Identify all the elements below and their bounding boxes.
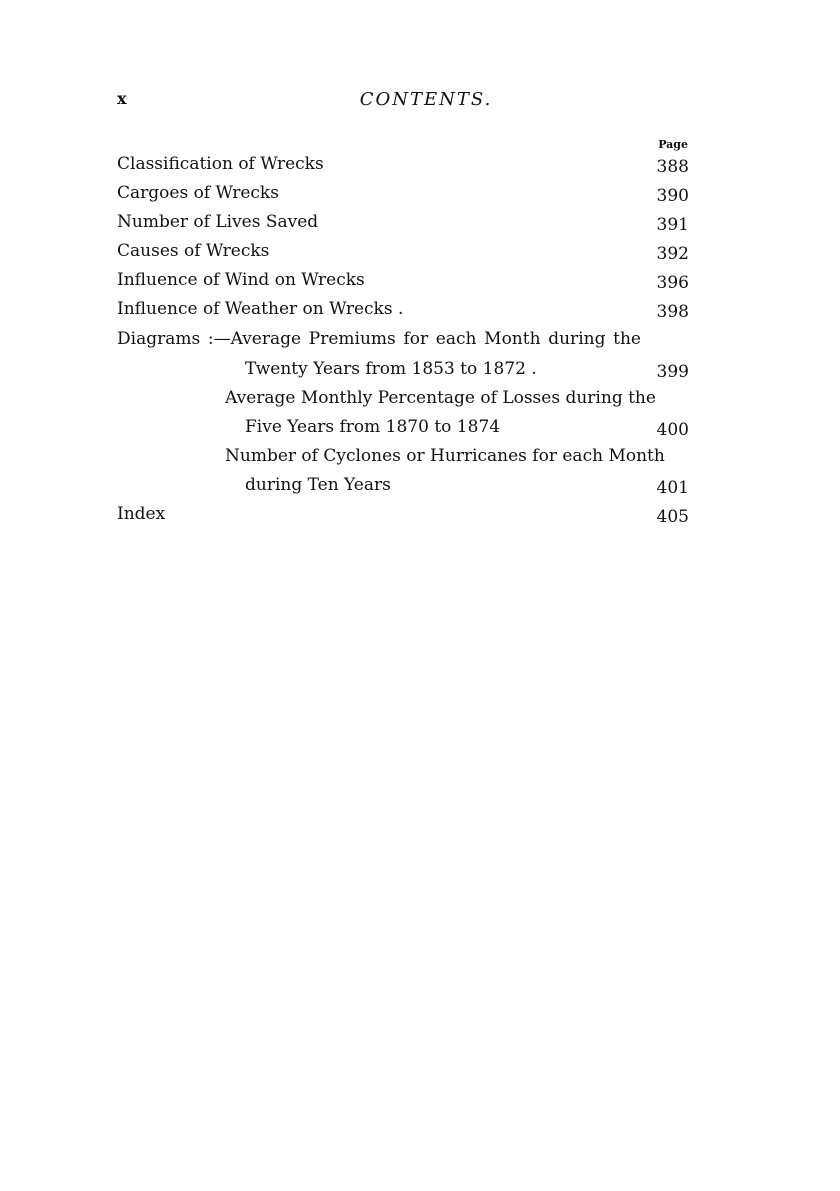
toc-entry[interactable] — [117, 238, 689, 264]
diagrams-entry-title: Number of Cyclones or Hurricanes for each Month — [225, 446, 665, 466]
toc-entry-page: 391 — [656, 215, 689, 235]
index-entry[interactable] — [117, 501, 689, 527]
toc-entry-title: Index — [117, 504, 166, 524]
toc-entry[interactable] — [117, 180, 689, 206]
toc-entry[interactable] — [117, 209, 689, 235]
toc-entry-title: Causes of Wrecks — [117, 241, 270, 261]
toc-entry[interactable] — [117, 296, 689, 322]
toc-entry-page: 398 — [656, 302, 689, 322]
toc-entry-page: 390 — [656, 186, 689, 206]
page-column-header: Page — [658, 138, 688, 151]
diagrams-entry-title: Five Years from 1870 to 1874 — [245, 417, 501, 437]
diagrams-entry-title: Diagrams :—Average Premiums for each Month during the — [117, 329, 641, 349]
page-folio: x — [117, 89, 127, 108]
toc-entry[interactable] — [117, 151, 689, 177]
toc-entry-page: 388 — [656, 157, 689, 177]
toc-entry-page: 392 — [656, 244, 689, 264]
toc-entry-page: 400 — [656, 420, 689, 440]
diagrams-entry-title: during Ten Years — [245, 475, 391, 495]
toc-entry-page: 401 — [656, 478, 689, 498]
toc-entry-title: Influence of Weather on Wrecks . — [117, 299, 404, 319]
toc-entry-title: Number of Lives Saved — [117, 212, 319, 232]
diagrams-entry-line[interactable] — [117, 414, 689, 440]
toc-entry-page: 399 — [656, 362, 689, 382]
toc-entry-title: Cargoes of Wrecks — [117, 183, 279, 203]
toc-entry-page: 396 — [656, 273, 689, 293]
diagrams-entry-line[interactable] — [117, 385, 689, 411]
diagrams-entry-title: Twenty Years from 1853 to 1872 . — [245, 359, 537, 379]
toc-entry[interactable] — [117, 267, 689, 293]
diagrams-entry-line[interactable] — [117, 356, 689, 382]
toc-entry-title: Classification of Wrecks — [117, 154, 324, 174]
diagrams-entry-line[interactable] — [117, 443, 689, 469]
toc-entry-page: 405 — [656, 507, 689, 527]
diagrams-entry-title: Average Monthly Percentage of Losses during the — [225, 388, 656, 408]
diagrams-entry-line[interactable] — [117, 472, 689, 498]
page-title: CONTENTS. — [359, 89, 493, 110]
toc-entry-title: Influence of Wind on Wrecks — [117, 270, 365, 290]
diagrams-entry-line[interactable] — [117, 326, 689, 352]
